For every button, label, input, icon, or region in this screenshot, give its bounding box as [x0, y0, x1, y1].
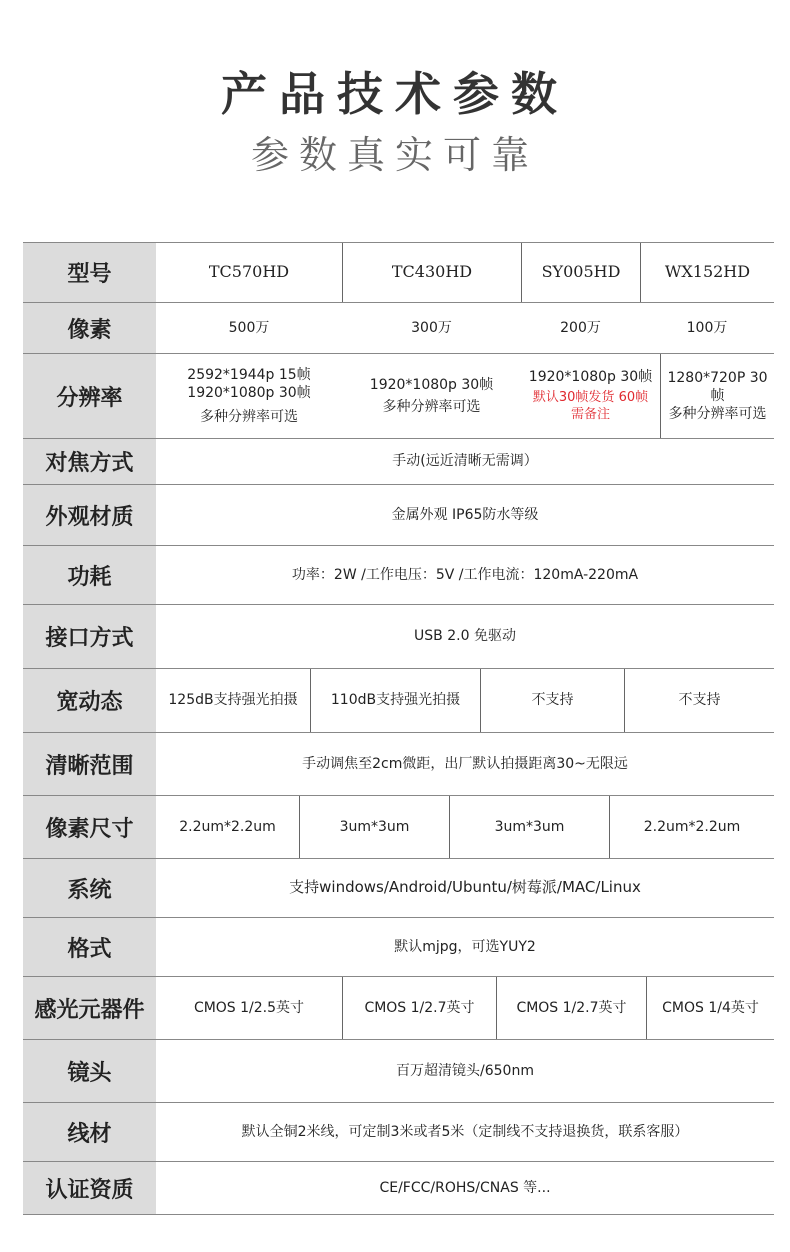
cable-value: 默认全铜2米线，可定制3米或者5米（定制线不支持退换货，联系客服） — [241, 1123, 689, 1140]
label-lens: 镜头 — [23, 1040, 156, 1102]
resolution-4 — [660, 354, 774, 438]
pixels-4: 100万 — [686, 319, 728, 336]
pixel-size-2: 3um*3um — [299, 796, 449, 858]
spec-table — [23, 242, 774, 1215]
label-resolution: 分辨率 — [23, 354, 156, 438]
row-range — [23, 733, 774, 796]
sensor-2: CMOS 1/2.7英寸 — [342, 977, 496, 1039]
row-pixels — [23, 303, 774, 354]
sensor-3: CMOS 1/2.7英寸 — [496, 977, 646, 1039]
model-sy005hd: SY005HD — [521, 243, 640, 302]
resolution-2 — [342, 354, 521, 438]
row-material — [23, 485, 774, 546]
power-value: 功率：2W /工作电压：5V /工作电流：120mA-220mA — [291, 566, 639, 583]
label-format: 格式 — [23, 918, 156, 976]
resolution-3 — [521, 354, 660, 438]
resolution-4-line1: 1280*720P 30帧 — [667, 369, 768, 404]
wdr-2: 110dB支持强光拍摄 — [310, 669, 480, 732]
label-cable: 线材 — [23, 1103, 156, 1161]
pixels-1: 500万 — [228, 319, 270, 336]
wdr-1: 125dB支持强光拍摄 — [168, 692, 298, 709]
resolution-1 — [156, 354, 342, 438]
label-cert: 认证资质 — [23, 1162, 156, 1214]
row-wdr — [23, 669, 774, 733]
resolution-2-line1: 1920*1080p 30帧 — [369, 376, 494, 393]
row-format — [23, 918, 774, 977]
label-material: 外观材质 — [23, 485, 156, 545]
row-cable — [23, 1103, 774, 1162]
pixel-size-1: 2.2um*2.2um — [179, 818, 276, 835]
row-focus — [23, 439, 774, 485]
wdr-3: 不支持 — [480, 669, 624, 732]
focus-value: 手动(远近清晰无需调） — [392, 453, 538, 470]
format-value: 默认mjpg，可选YUY2 — [394, 938, 536, 955]
resolution-3-note2: 需备注 — [570, 407, 610, 423]
label-pixel-size: 像素尺寸 — [23, 796, 156, 858]
label-wdr: 宽动态 — [23, 669, 156, 732]
pixel-size-3: 3um*3um — [449, 796, 609, 858]
interface-value: USB 2.0 免驱动 — [414, 628, 516, 645]
resolution-2-line2: 多种分辨率可选 — [382, 399, 481, 415]
row-resolution — [23, 354, 774, 439]
model-tc570hd: TC570HD — [208, 262, 290, 282]
label-model: 型号 — [23, 243, 156, 302]
resolution-1-line3: 多种分辨率可选 — [200, 409, 298, 426]
model-tc430hd: TC430HD — [342, 243, 521, 302]
pixel-size-4: 2.2um*2.2um — [609, 796, 774, 858]
pixels-2: 300万 — [411, 319, 452, 336]
resolution-1-line1: 2592*1944p 15帧 — [187, 366, 311, 383]
row-model — [23, 243, 774, 303]
model-wx152hd: WX152HD — [640, 243, 774, 302]
material-value: 金属外观 IP65防水等级 — [391, 506, 539, 523]
label-pixels: 像素 — [23, 303, 156, 353]
wdr-4: 不支持 — [624, 669, 774, 732]
range-value: 手动调焦至2cm微距，出厂默认拍摄距离30~无限远 — [302, 755, 628, 772]
label-system: 系统 — [23, 859, 156, 917]
row-cert — [23, 1162, 774, 1215]
label-sensor: 感光元器件 — [23, 977, 156, 1039]
row-power — [23, 546, 774, 605]
resolution-4-line2: 多种分辨率可选 — [668, 406, 767, 423]
row-interface — [23, 605, 774, 669]
sensor-4: CMOS 1/4英寸 — [646, 977, 774, 1039]
cert-value: CE/FCC/ROHS/CNAS 等... — [379, 1179, 551, 1196]
system-value: 支持windows/Android/Ubuntu/树莓派/MAC/Linux — [289, 878, 641, 897]
sensor-1: CMOS 1/2.5英寸 — [193, 999, 305, 1016]
row-system — [23, 859, 774, 918]
resolution-3-note1: 默认30帧发货 60帧 — [532, 390, 649, 406]
row-pixel-size — [23, 796, 774, 859]
lens-value: 百万超清镜头/650nm — [396, 1062, 534, 1079]
label-power: 功耗 — [23, 546, 156, 604]
resolution-1-line2: 1920*1080p 30帧 — [187, 384, 311, 401]
label-range: 清晰范围 — [23, 733, 156, 795]
page-subtitle: 参数真实可靠 — [250, 133, 539, 177]
resolution-3-line1: 1920*1080p 30帧 — [528, 369, 653, 386]
label-interface: 接口方式 — [23, 605, 156, 668]
pixels-3: 200万 — [560, 319, 601, 336]
row-lens — [23, 1040, 774, 1103]
row-sensor — [23, 977, 774, 1040]
page-title: 产品技术参数 — [221, 67, 569, 121]
label-focus: 对焦方式 — [23, 439, 156, 484]
